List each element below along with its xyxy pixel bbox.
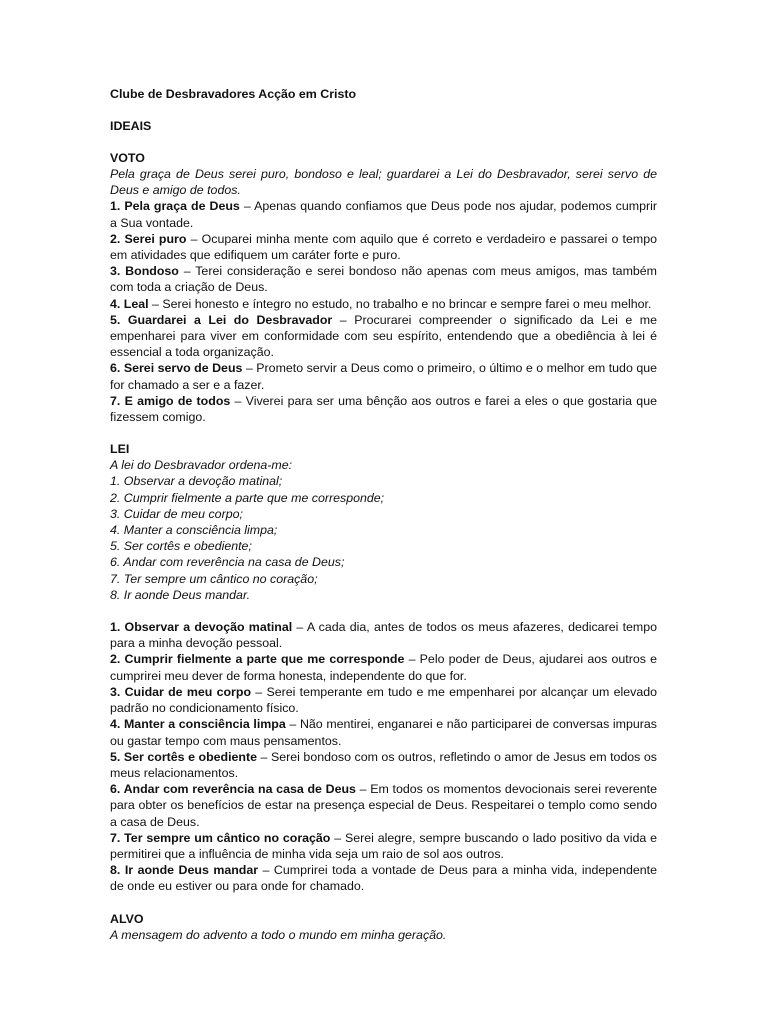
voto-item-term: 2. Serei puro	[110, 231, 187, 246]
alvo-heading: ALVO	[110, 911, 144, 926]
lei-heading: LEI	[110, 442, 130, 457]
lei-item-text: – Não mentirei, enganarei e não participarei de conversas impuras ou gastar tempo com maus pensamentos.	[110, 717, 657, 748]
voto-item	[110, 263, 657, 295]
lei-item-term: 5. Ser cortês e obediente	[110, 749, 258, 764]
lei-list-item: 8. Ir aonde Deus mandar.	[110, 587, 251, 602]
voto-item	[110, 393, 657, 425]
voto-heading: VOTO	[110, 151, 145, 165]
lei-item-term: 4. Manter a consciência limpa	[110, 717, 286, 732]
voto-item-text: – Ocuparei minha mente com aquilo que é correto e verdadeiro e passarei o tempo em atividades que edifiquem um caráter forte e puro.	[110, 231, 657, 263]
voto-item	[110, 296, 657, 312]
lei-item-term: 1. Observar a devoção matinal	[110, 620, 293, 635]
lei-item-text: – Em todos os momentos devocionais serei reverente para obter os benefícios de estar na presença especial de Deus. Respeitarei o templo como sendo a casa de Deus.	[110, 782, 658, 829]
voto-item-text: – Serei honesto e íntegro no estudo, no trabalho e no brincar e sempre farei o meu melhor.	[148, 296, 652, 311]
lei-item-text: – Pelo poder de Deus, ajudarei aos outros e cumprirei meu dever de forma honesta, independente do que for.	[110, 652, 657, 683]
lei-item-text: – Serei alegre, sempre buscando o lado positivo da vida e permitirei que a influência de minha vida seja um raio de sol aos outros.	[110, 830, 658, 861]
voto-item-term: 4. Leal	[110, 296, 149, 311]
voto-item-term: 3. Bondoso	[110, 264, 179, 279]
document-title: Clube de Desbravadores Acção em Cristo	[110, 87, 357, 101]
voto-item-text: – Procurarei compreender o significado da Lei e me empenharei para viver em conformidade com seu espírito, entendendo que a obediência à lei é essencial a toda organização.	[110, 312, 657, 360]
lei-item	[110, 651, 657, 683]
voto-item-text: – Terei consideração e serei bondoso não apenas com meus amigos, mas também com toda a criação de Deus.	[110, 264, 657, 295]
lei-item	[110, 749, 657, 781]
voto-item-term: 1. Pela graça de Deus	[110, 199, 240, 214]
lei-item	[110, 862, 657, 894]
lei-list-item: 3. Cuidar de meu corpo;	[110, 506, 243, 521]
lei-list-item: 1. Observar a devoção matinal;	[110, 474, 283, 489]
lei-item-text: – Cumprirei toda a vontade de Deus para a minha vida, independente de onde eu estiver ou para onde for chamado.	[110, 863, 657, 894]
voto-items	[110, 198, 657, 425]
alvo-text: A mensagem do advento a todo o mundo em minha geração.	[110, 927, 447, 942]
voto-item	[110, 198, 657, 230]
lei-list-item: 7. Ter sempre um cântico no coração;	[110, 571, 318, 586]
voto-item	[110, 231, 657, 263]
lei-item-term: 3. Cuidar de meu corpo	[110, 684, 252, 699]
lei-item-text: – Serei temperante em tudo e me empenharei por alcançar um elevado padrão no condicionamento físico.	[110, 684, 657, 716]
lei-item-term: 8. Ir aonde Deus mandar	[110, 863, 259, 878]
voto-intro: Pela graça de Deus serei puro, bondoso e leal; guardarei a Lei do Desbravador, serei servo de Deus e amigo de todos.	[110, 167, 657, 198]
voto-section	[110, 150, 657, 425]
lei-item	[110, 830, 657, 862]
voto-item-text: – Viverei para ser uma bênção aos outros e farei a eles o que gostaria que fizessem comigo.	[110, 393, 657, 425]
ideais-heading: IDEAIS	[110, 119, 152, 133]
voto-item-term: 5. Guardarei a Lei do Desbravador	[110, 312, 333, 327]
lei-item-term: 7. Ter sempre um cântico no coração	[110, 830, 331, 845]
voto-item	[110, 312, 657, 361]
lei-item-text: – Serei bondoso com os outros, refletindo o amor de Jesus em todos os meus relacionamentos.	[110, 749, 657, 780]
voto-item-term: 6. Serei servo de Deus	[110, 361, 243, 376]
lei-list-item: 4. Manter a consciência limpa;	[110, 523, 278, 538]
voto-item-text: – Prometo servir a Deus como o primeiro, o último e o melhor em tudo que for chamado a ser e a fazer.	[110, 361, 657, 392]
lei-section	[110, 441, 657, 894]
voto-item-term: 7. E amigo de todos	[110, 393, 231, 408]
alvo-section	[110, 911, 657, 943]
lei-item-text: – A cada dia, antes de todos os meus afazeres, dedicarei tempo para a minha devoção pessoal.	[110, 620, 658, 651]
voto-item-text: – Apenas quando confiamos que Deus pode nos ajudar, podemos cumprir a Sua vontade.	[110, 199, 657, 230]
lei-item	[110, 716, 657, 748]
lei-item	[110, 619, 657, 651]
lei-intro: A lei do Desbravador ordena-me:	[110, 458, 293, 473]
voto-item	[110, 360, 657, 392]
lei-list-item: 2. Cumprir fielmente a parte que me corresponde;	[110, 490, 385, 505]
lei-item-term: 6. Andar com reverência na casa de Deus	[110, 782, 356, 797]
lei-list-item: 6. Andar com reverência na casa de Deus;	[110, 555, 345, 570]
lei-item	[110, 684, 657, 716]
lei-item-term: 2. Cumprir fielmente a parte que me corresponde	[110, 652, 405, 667]
lei-list-item: 5. Ser cortês e obediente;	[110, 539, 252, 554]
lei-item	[110, 781, 657, 830]
